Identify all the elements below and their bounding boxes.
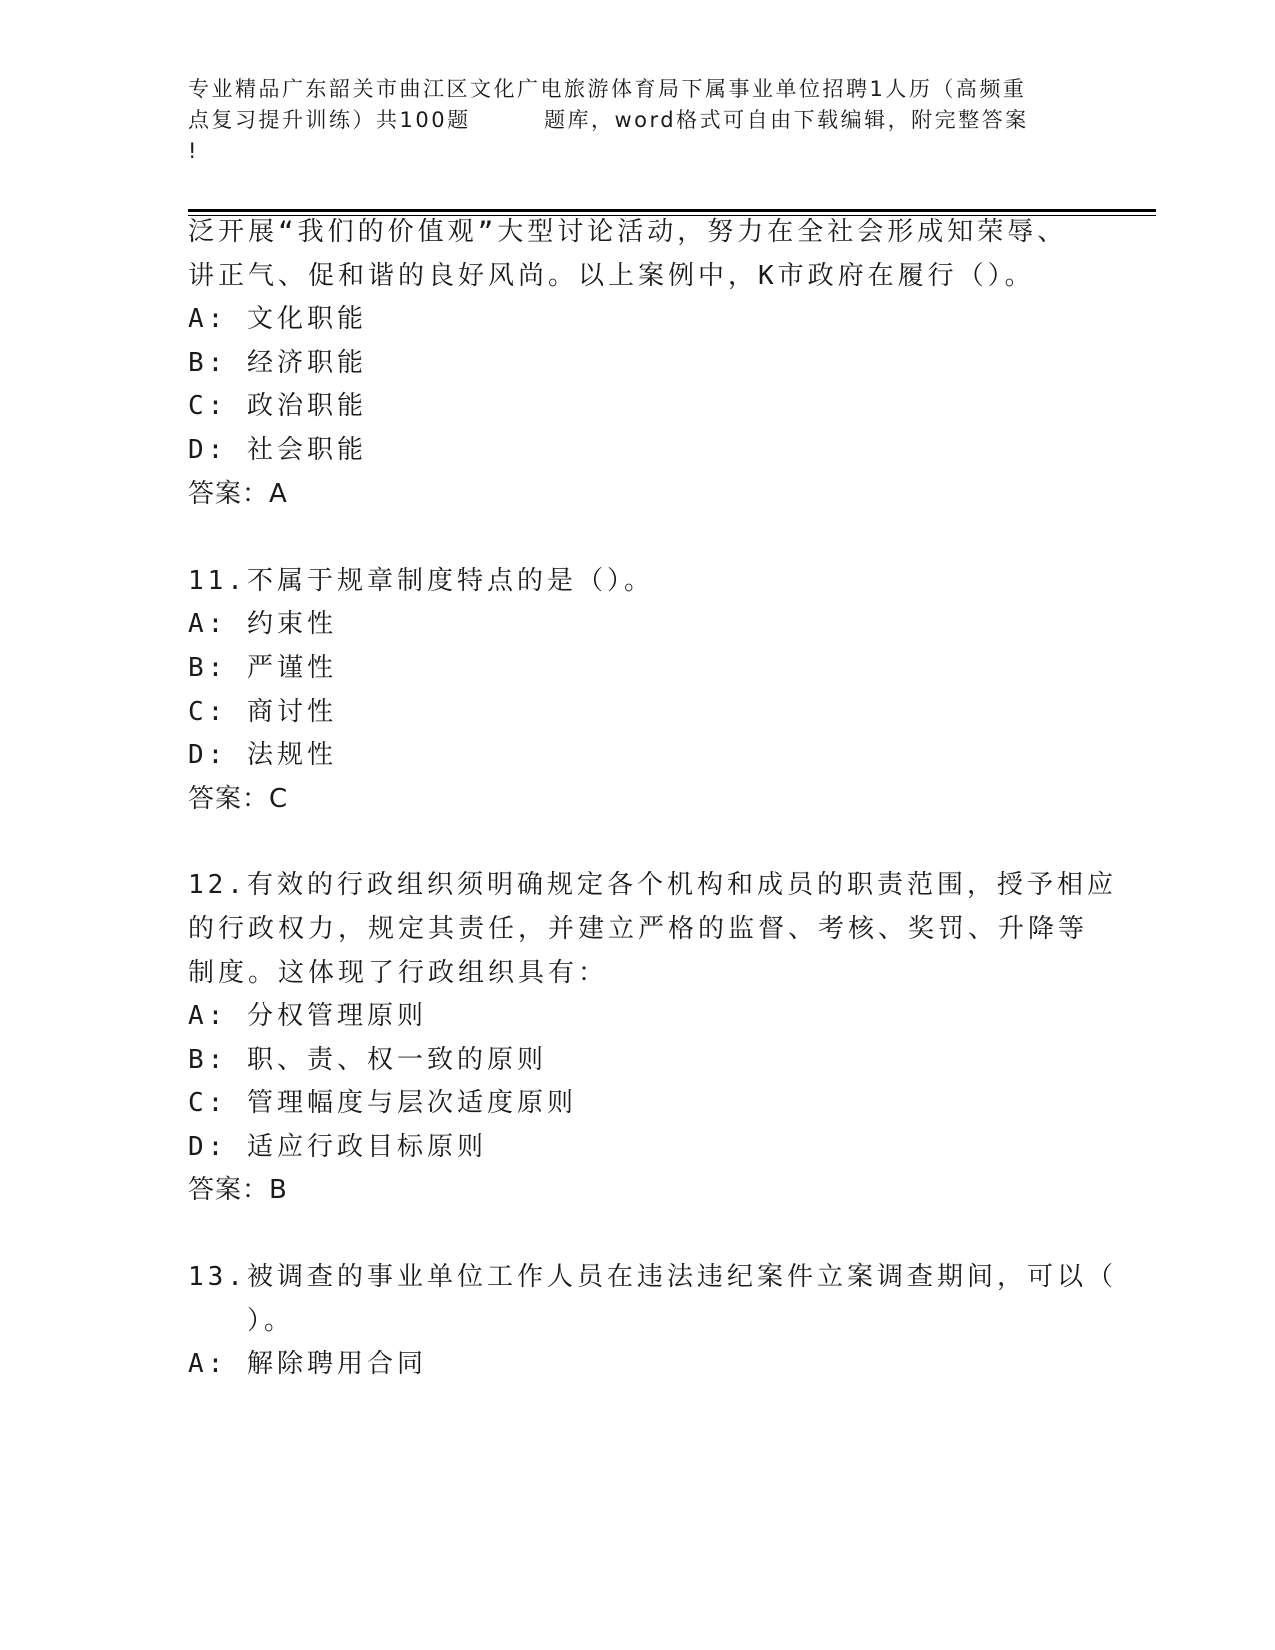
q10-stem-line-1: 泛开展“我们的价值观”大型讨论活动，努力在全社会形成知荣辱、	[188, 217, 1068, 247]
q11-option-d: D: 法规性	[188, 740, 337, 770]
q13-stem-line-2: ）。	[188, 1306, 294, 1336]
q12-option-c: C: 管理幅度与层次适度原则	[188, 1088, 577, 1118]
q12-stem-line-1: 12.有效的行政组织须明确规定各个机构和成员的职责范围，授予相应	[188, 870, 1117, 900]
q12-option-b: B: 职、责、权一致的原则	[188, 1045, 547, 1075]
q10-option-c: C: 政治职能	[188, 391, 367, 421]
q12-option-a: A: 分权管理原则	[188, 1001, 427, 1031]
q12-answer: 答案：B	[188, 1175, 288, 1205]
header-title-line-3: !	[188, 139, 199, 163]
q13-option-a: A: 解除聘用合同	[188, 1349, 427, 1379]
q11-option-a: A: 约束性	[188, 609, 337, 639]
q12-option-d: D: 适应行政目标原则	[188, 1132, 487, 1162]
q13-stem-line-1: 13.被调查的事业单位工作人员在违法违纪案件立案调查期间，可以（	[188, 1262, 1117, 1292]
q12-stem-line-2: 的行政权力，规定其责任，并建立严格的监督、考核、奖罚、升降等	[188, 914, 1089, 944]
q11-option-b: B: 严谨性	[188, 653, 337, 683]
q10-stem-line-2: 讲正气、促和谐的良好风尚。以上案例中，K市政府在履行（）。	[188, 261, 1035, 291]
q10-option-a: A: 文化职能	[188, 304, 367, 334]
q11-option-c: C: 商讨性	[188, 697, 337, 727]
q11-answer: 答案：C	[188, 784, 289, 814]
q12-stem-line-3: 制度。这体现了行政组织具有：	[188, 958, 609, 988]
header-title-line-2: 点复习提升训练）共100题 题库，word格式可自由下载编辑，附完整答案	[188, 108, 1029, 132]
q10-option-b: B: 经济职能	[188, 348, 367, 378]
q10-answer: 答案：A	[188, 479, 288, 509]
q10-option-d: D: 社会职能	[188, 435, 367, 465]
document-header	[188, 74, 1088, 167]
header-title-line-1: 专业精品广东韶关市曲江区文化广电旅游体育局下属事业单位招聘1人历（高频重	[188, 77, 1027, 101]
q11-stem-line-1: 11.不属于规章制度特点的是（）。	[188, 566, 654, 596]
